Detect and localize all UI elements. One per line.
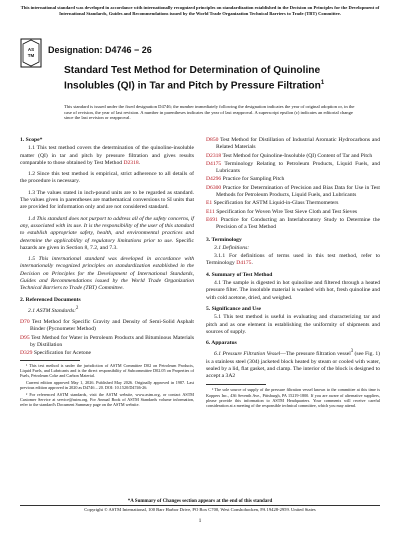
summary-of-changes-note: *A Summary of Changes section appears at the end of this standard: [127, 499, 273, 504]
ref-link-d329[interactable]: D329: [20, 350, 33, 357]
section-heading-terminology: 3. Terminology: [206, 236, 242, 243]
section-heading-apparatus: 6. Apparatus: [206, 340, 237, 347]
ref-link-d4296[interactable]: D4296: [206, 176, 222, 183]
left-column: [20, 137, 194, 409]
ref-link-d95[interactable]: D95: [20, 334, 30, 341]
scope-1-3: 1.3 The values stated in inch-pound units are to be regarded as standard. The values given in parentheses are mathematical conversions to SI units that are provided for information only and are not considered standard.: [20, 189, 194, 211]
copyright-address: Copyright © ASTM International, 100 Barr Harbor Drive, PO Box C700, West Conshohocken, PA 19428-2959. United States: [84, 507, 316, 512]
scope-1-2: 1.2 Since this test method is empirical, strict adherence to all details of the procedure is necessary.: [20, 171, 194, 185]
ref-item: E1 Specification for ASTM Liquid-in-Glass Thermometers: [206, 200, 339, 207]
section-heading-referenced-documents: 2. Referenced Documents: [20, 296, 81, 303]
footnote-divider: [20, 360, 80, 361]
scope-1-1: 1.1 This test method covers the determination of the quinoline-insoluble matter (QI) in tar and pitch by pressure filtration and gives results comparable to those obtained by Test Method D2318.: [20, 145, 194, 166]
ref-link-d4175[interactable]: D4175: [206, 160, 222, 167]
footnote-2: ² For referenced ASTM standards, visit the ASTM website, www.astm.org, or contact ASTM Customer Service at service@astm.org. For Annual Book of ASTM Standards volume information, refer to the standard's Document Summary page on the ASTM website.: [20, 392, 194, 408]
title-text: Standard Test Method for Determination of Quinoline Insolubles (QI) in Tar and Pitch by Pressure Filtration: [64, 65, 321, 92]
preface-note: This standard is issued under the fixed designation D4746; the number immediately following the designation indicates the year of original adoption or, in the case of revision, the year of last revision. A number in parentheses indicates the year of last reapproval. A superscript epsilon (ε) indicates an editorial change since the last revision or reapproval.: [64, 104, 355, 121]
terminology-3-1: 3.1 Definitions:: [214, 244, 250, 251]
footnote-1: ¹ This test method is under the jurisdiction of ASTM Committee D02 on Petroleum Products, Liquid Fuels, and Lubricants and is the direct responsibility of Subcommittee D02.05 on Properties of Fuels, Petroleum Coke and Carbon Material.: [20, 362, 194, 378]
apparatus-6-1: 6.1 Pressure Filtration Vessel—The pressure filtration vessel$^3$ (see Fig. 1) is a stainless steel (304) jacketed block heated by steam or cooled with water, sealed by a lid, flat gasket, and clamp. The interior of the block is designed to accept a 3A2: [206, 349, 380, 380]
ref-link-d70[interactable]: D70: [20, 319, 30, 326]
ref-item: E11 Specification for Woven Wire Test Sieve Cloth and Test Sieves: [206, 208, 358, 215]
title-footnote-marker: 1: [320, 80, 325, 86]
astm-standards-label: 2.1 ASTM Standards:$^2$: [28, 305, 79, 314]
right-column: [206, 137, 380, 410]
section-heading-summary: 4. Summary of Test Method: [206, 271, 273, 278]
ref-link-d2318[interactable]: D2318: [206, 152, 222, 159]
terminology-3-1-1: 3.1.1 For definitions of terms used in this test method, refer to Terminology D4175.: [206, 253, 380, 267]
standards-banner: This international standard was developed in accordance with internationally recognized principles on standardization established in the Decision on Principles for the Development of International Standards, Guides and Recommendations issued by the World Trade Organization Technical Barriers to Trade (TBT) Committee.: [20, 5, 380, 16]
ref-item: D70 Test Method for Specific Gravity and Density of Semi-Solid Asphalt Binder (Pycnometer Method): [20, 319, 194, 333]
ref-item: D329 Specification for Acetone: [20, 350, 91, 357]
ref-item: E691 Practice for Conducting an Interlaboratory Study to Determine the Precision of a Test Method: [206, 216, 380, 231]
astm-logo-icon: [20, 38, 42, 68]
ref-item: D850 Test Method for Distillation of Industrial Aromatic Hydrocarbons and Related Materials: [206, 137, 380, 151]
footnote-3: ³ The sole source of supply of the pressure filtration vessel known to the committee at this time is Koppers Inc., 436 Seventh Ave., Pittsburgh, PA 15219-1800. If you are aware of alternative suppliers, please provide this information to ASTM Headquarters. Your comments will receive careful consideration at a meeting of the responsible technical committee, which you may attend.: [206, 387, 380, 408]
ref-item: D2318 Test Method for Quinoline-Insoluble (QI) Content of Tar and Pitch: [206, 152, 373, 159]
ref-link-d850[interactable]: D850: [206, 137, 219, 143]
section-heading-significance: 5. Significance and Use: [206, 305, 262, 312]
scope-1-5: 1.5 This international standard was developed in accordance with internationally recognized principles on standardization established in the Decision on Principles for the Development of International Standards, Guides and Recommendations issued by the World Trade Organization Technical Barriers to Trade (TBT) Committee.: [20, 256, 194, 292]
ref-link-d6300[interactable]: D6300: [206, 184, 222, 191]
significance-5-1: 5.1 This test method is useful in evaluating and characterizing tar and pitch and as one element in establishing the uniformity of shipments and sources of supply.: [206, 314, 380, 335]
ref-link-d4175-term[interactable]: D4175: [236, 260, 252, 267]
ref-item: D4175 Terminology Relating to Petroleum Products, Liquid Fuels, and Lubricants: [206, 160, 380, 175]
footer-divider: [20, 505, 380, 506]
ref-link-e11[interactable]: E11: [206, 208, 215, 215]
ref-link-e691[interactable]: E691: [206, 216, 218, 223]
document-title: [64, 65, 364, 92]
svg-text:AS: AS: [27, 47, 35, 52]
ref-item: D6300 Practice for Determination of Precision and Bias Data for Use in Test Methods for Petroleum Products, Liquid Fuels, and Lubricants: [206, 184, 380, 199]
ref-item: D95 Test Method for Water in Petroleum Products and Bituminous Materials by Distillation: [20, 334, 194, 348]
ref-link-e1[interactable]: E1: [206, 200, 213, 207]
footnote-1-edition: Current edition approved May 1, 2026. Published May 2026. Originally approved in 1987. Last previous edition approved in 2020 as D4746 – 20. DOI: 10.1520/D4746-26.: [20, 379, 194, 390]
footnote-divider: [206, 384, 266, 385]
designation: Designation: D4746 − 26: [48, 45, 152, 55]
summary-4-1: 4.1 The sample is digested in hot quinoline and filtered through a heated pressure filter. The insoluble material is washed with hot, fresh quinoline and with cold acetone, dried, and weighed.: [206, 280, 380, 301]
page-number: 1: [198, 518, 202, 524]
ref-item: D4296 Practice for Sampling Pitch: [206, 176, 285, 183]
section-heading-scope: 1. Scope*: [20, 137, 43, 143]
scope-1-4: 1.4 This standard does not purport to address all of the safety concerns, if any, associated with its use. It is the responsibility of the user of this standard to establish appropriate safety, health, and environmental practices and determine the applicability of regulatory limitations prior to use. Specific hazards are given in Section 8, 7.2, and 7.3.: [20, 215, 194, 251]
ref-link-d2318[interactable]: D2318: [123, 159, 139, 166]
svg-text:TM: TM: [27, 53, 35, 58]
